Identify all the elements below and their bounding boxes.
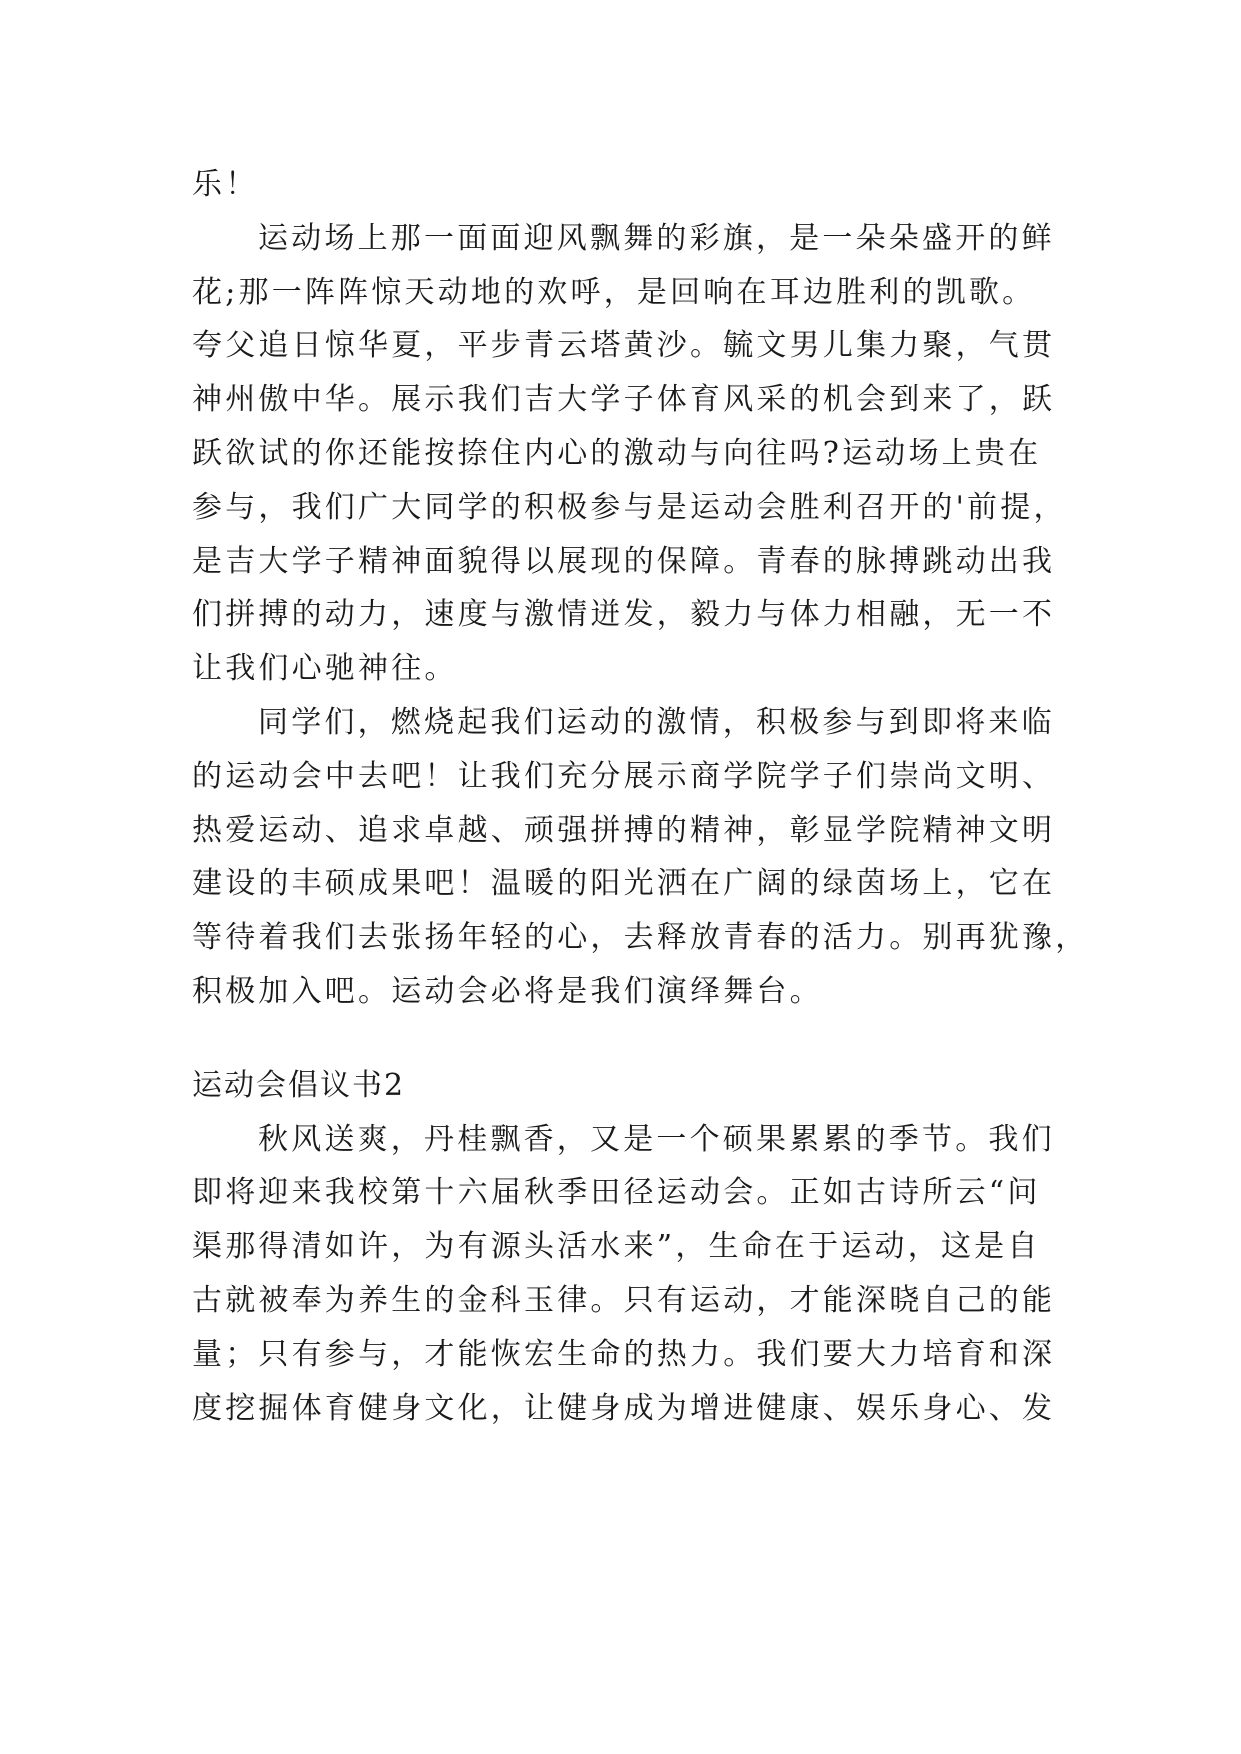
text-line: 夸父追日惊华夏，平步青云塔黄沙。毓文男儿集力聚，气贯	[192, 328, 1056, 364]
text-line: 们拼搏的动力，速度与激情迸发，毅力与体力相融，无一不	[192, 597, 1056, 633]
paragraph-sports-field	[192, 212, 1072, 696]
text-line: 即将迎来我校第十六届秋季田径运动会。正如古诗所云“问	[192, 1175, 1041, 1211]
text-line: 度挖掘体育健身文化，让健身成为增进健康、娱乐身心、发	[192, 1390, 1056, 1426]
text-line: 热爱运动、追求卓越、顽强拼搏的精神，彰显学院精神文明	[192, 812, 1056, 848]
paragraph-autumn	[192, 1113, 1072, 1436]
text-line: 量；只有参与，才能恢宏生命的热力。我们要大力培育和深	[192, 1336, 1056, 1372]
paragraph-classmates	[192, 696, 1089, 1019]
text-line: 参与，我们广大同学的积极参与是运动会胜利召开的'前提，	[192, 489, 1067, 525]
text-line: 建设的丰硕成果吧！温暖的阳光洒在广阔的绿茵场上，它在	[192, 866, 1056, 902]
text-line: 乐！	[192, 167, 259, 202]
text-line: 同学们，燃烧起我们运动的激情，积极参与到即将来临	[258, 704, 1055, 740]
text-line: 秋风送爽，丹桂飘香，又是一个硕果累累的季节。我们	[258, 1121, 1055, 1157]
section-heading: 运动会倡议书2	[192, 1067, 406, 1103]
text-line: 是吉大学子精神面貌得以展现的保障。青春的脉搏跳动出我	[192, 543, 1056, 579]
text-line: 花;那一阵阵惊天动地的欢呼，是回响在耳边胜利的凯歌。	[192, 274, 1036, 310]
text-line: 跃欲试的你还能按捺住内心的激动与向往吗?运动场上贵在	[192, 435, 1042, 471]
text-line: 运动场上那一面面迎风飘舞的彩旗，是一朵朵盛开的鲜	[258, 220, 1055, 256]
text-line: 渠那得清如许，为有源头活水来”，生命在于运动，这是自	[192, 1229, 1041, 1265]
text-line: 的运动会中去吧！让我们充分展示商学院学子们崇尚文明、	[192, 758, 1056, 794]
text-line: 古就被奉为养生的金科玉律。只有运动，才能深晓自己的能	[192, 1282, 1056, 1318]
section-gap	[192, 1019, 1072, 1059]
text-line: 让我们心驰神往。	[192, 651, 458, 687]
text-line: 等待着我们去张扬年轻的心，去释放青春的活力。别再犹豫，	[192, 920, 1089, 956]
document-body	[192, 158, 1089, 1435]
text-line: 积极加入吧。运动会必将是我们演绎舞台。	[192, 973, 823, 1009]
text-line: 神州傲中华。展示我们吉大学子体育风采的机会到来了，跃	[192, 382, 1056, 418]
